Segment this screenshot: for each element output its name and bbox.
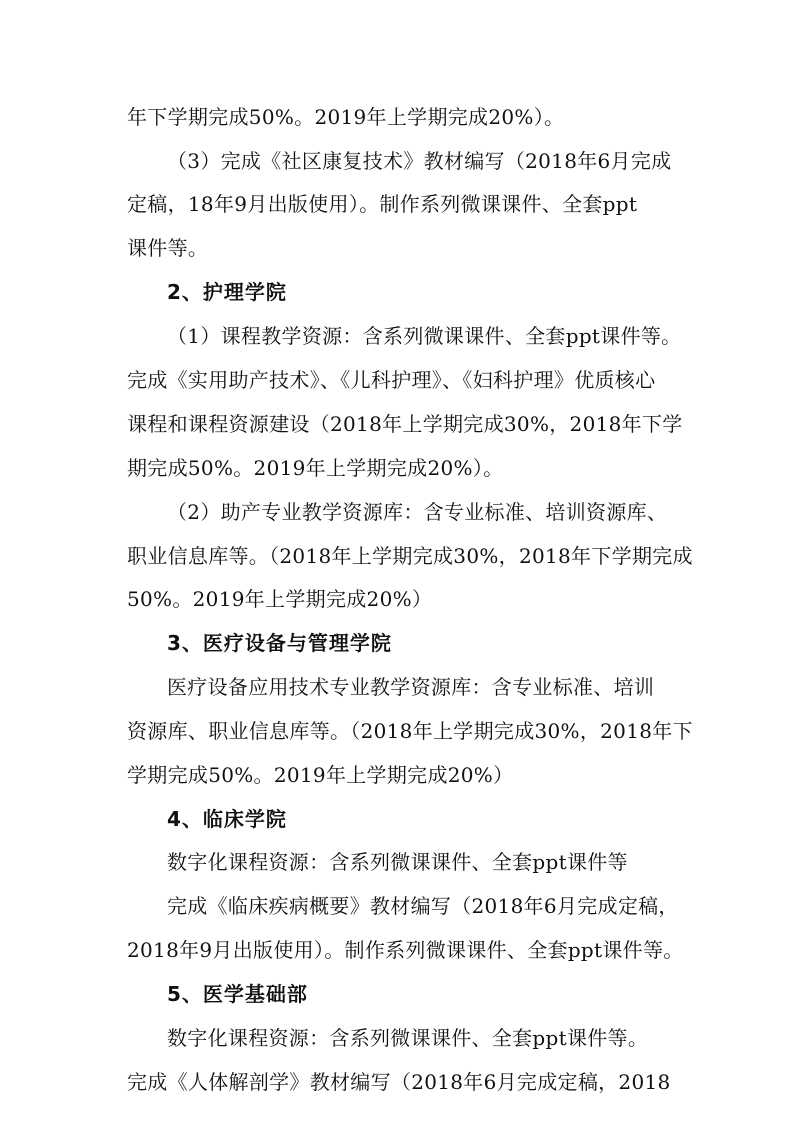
section-heading: 3、医疗设备与管理学院 (167, 631, 392, 655)
paragraph-line: （1）课程教学资源：含系列微课课件、全套ppt课件等。 (167, 324, 682, 348)
paragraph-line: 完成《临床疾病概要》教材编写（2018年6月完成定稿， (167, 894, 679, 918)
paragraph-line: （2）助产专业教学资源库：含专业标准、培训资源库、 (167, 500, 668, 524)
paragraph-line: 定稿，18年9月出版使用）。制作系列微课课件、全套ppt (127, 192, 638, 216)
paragraph-line: 完成《实用助产技术》、《儿科护理》、《妇科护理》优质核心 (127, 368, 656, 392)
paragraph-line: 50%。2019年上学期完成20%） (127, 587, 433, 611)
paragraph-line: 医疗设备应用技术专业教学资源库：含专业标准、培训 (167, 675, 655, 699)
paragraph-line: 学期完成50%。2019年上学期完成20%） (127, 763, 514, 787)
paragraph-line: 课件等。 (127, 236, 209, 260)
paragraph-line: 课程和课程资源建设（2018年上学期完成30%，2018年下学 (127, 412, 683, 436)
paragraph-line: 职业信息库等。（2018年上学期完成30%，2018年下学期完成 (127, 544, 693, 568)
paragraph-line: 完成《人体解剖学》教材编写（2018年6月完成定稿，2018 (127, 1070, 671, 1094)
paragraph-line: 期完成50%。2019年上学期完成20%）。 (127, 456, 504, 480)
paragraph-line: 年下学期完成50%。2019年上学期完成20%）。 (127, 105, 565, 129)
paragraph-line: 数字化课程资源：含系列微课课件、全套ppt课件等 (167, 850, 628, 874)
section-heading: 2、护理学院 (167, 280, 287, 304)
paragraph-line: 数字化课程资源：含系列微课课件、全套ppt课件等。 (167, 1026, 649, 1050)
section-heading: 5、医学基础部 (167, 982, 308, 1006)
paragraph-line: 2018年9月出版使用）。制作系列微课课件、全套ppt课件等。 (127, 938, 684, 962)
section-heading: 4、临床学院 (167, 807, 287, 831)
paragraph-line: （3）完成《社区康复技术》教材编写（2018年6月完成 (167, 149, 672, 173)
paragraph-line: 资源库、职业信息库等。（2018年上学期完成30%，2018年下 (127, 719, 693, 743)
